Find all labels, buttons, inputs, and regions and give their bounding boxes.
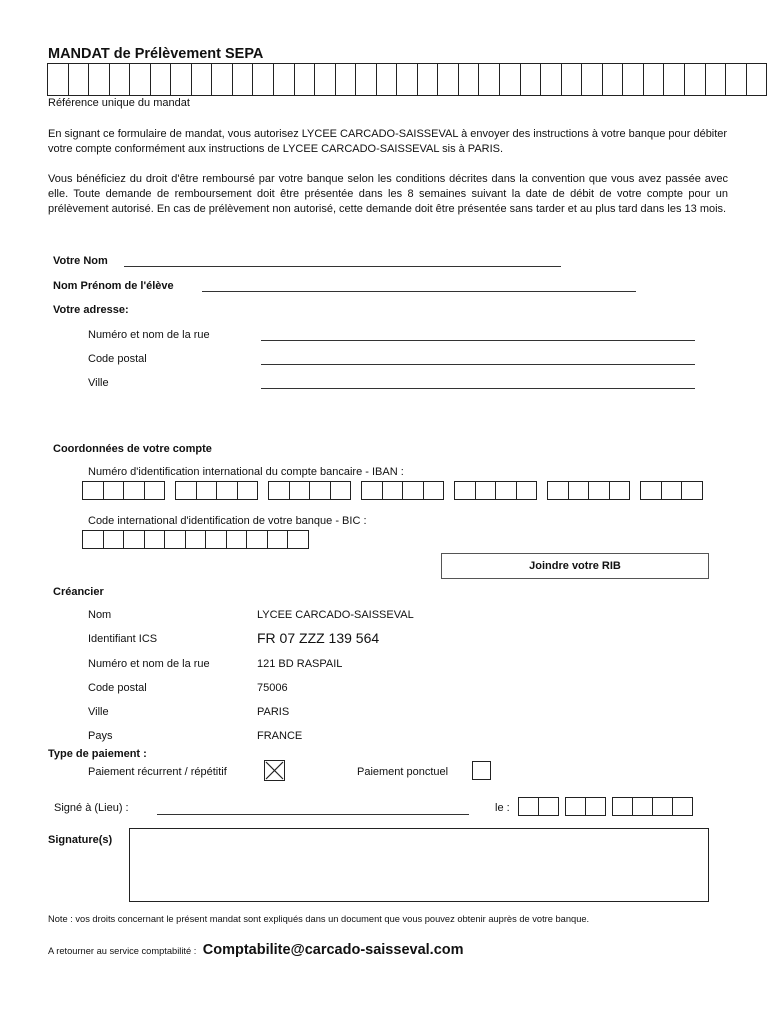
creditor-postal-label: Code postal bbox=[88, 682, 147, 694]
single-payment-checkbox[interactable] bbox=[472, 761, 491, 780]
creditor-city-value: PARIS bbox=[257, 706, 290, 718]
creditor-postal-value: 75006 bbox=[257, 682, 288, 694]
recurrent-payment-checkbox[interactable] bbox=[264, 760, 285, 781]
creditor-street-value: 121 BD RASPAIL bbox=[257, 658, 343, 670]
return-label: A retourner au service comptabilité : bbox=[48, 946, 197, 956]
account-section-label: Coordonnées de votre compte bbox=[53, 443, 212, 455]
recurrent-payment-label: Paiement récurrent / répétitif bbox=[88, 766, 227, 778]
debtor-street-field[interactable] bbox=[261, 340, 695, 341]
date-input-grid[interactable] bbox=[518, 797, 693, 816]
debtor-address-label: Votre adresse: bbox=[53, 304, 129, 316]
debtor-street-label: Numéro et nom de la rue bbox=[88, 329, 210, 341]
creditor-section-label: Créancier bbox=[53, 586, 104, 598]
signature-label: Signature(s) bbox=[48, 834, 113, 846]
creditor-ics-value: FR 07 ZZZ 139 564 bbox=[257, 630, 380, 646]
student-name-field[interactable] bbox=[202, 291, 636, 292]
debtor-postal-field[interactable] bbox=[261, 364, 695, 365]
single-payment-label: Paiement ponctuel bbox=[357, 766, 449, 778]
reference-input-grid[interactable] bbox=[47, 63, 767, 96]
creditor-street-label: Numéro et nom de la rue bbox=[88, 658, 210, 670]
rights-note: Note : vos droits concernant le présent mandat sont expliqués dans un document que vous pouvez obtenir auprès de votre banque. bbox=[48, 914, 590, 924]
return-line bbox=[48, 941, 464, 959]
bic-input-grid[interactable] bbox=[82, 530, 309, 549]
debtor-city-label: Ville bbox=[88, 377, 109, 389]
intro-paragraph-2: Vous bénéficiez du droit d'être remboursé par votre banque selon les conditions décrites dans la convention que vous avez passée avec elle. Toute demande de remboursement doit être présentée dans les 8 semaines suivant la date de débit de votre compte pour un prélèvement autorisé. En cas de prélèvement non autorisé, cette demande doit être présentée sans tarder et au plus tard dans les 13 mois. bbox=[48, 173, 728, 215]
reference-label: Référence unique du mandat bbox=[48, 97, 190, 109]
signed-place-label: Signé à (Lieu) : bbox=[54, 802, 129, 814]
debtor-name-field[interactable] bbox=[124, 266, 561, 267]
intro-paragraph-1: En signant ce formulaire de mandat, vous autorisez LYCEE CARCADO-SAISSEVAL à envoyer des instructions à votre banque pour débiter votre compte conformément aux instructions de LYCEE CARCADO-SAISSEVAL sis à PARIS. bbox=[48, 128, 728, 155]
payment-type-label: Type de paiement : bbox=[48, 748, 147, 760]
iban-input-grid[interactable] bbox=[82, 481, 703, 500]
creditor-city-label: Ville bbox=[88, 706, 109, 718]
debtor-name-label: Votre Nom bbox=[53, 255, 108, 267]
creditor-ics-label: Identifiant ICS bbox=[88, 633, 158, 645]
attach-rib-box: Joindre votre RIB bbox=[441, 553, 709, 579]
debtor-postal-label: Code postal bbox=[88, 353, 147, 365]
debtor-city-field[interactable] bbox=[261, 388, 695, 389]
creditor-country-label: Pays bbox=[88, 730, 113, 742]
iban-label: Numéro d'identification international du compte bancaire - IBAN : bbox=[88, 466, 404, 478]
page-title: MANDAT de Prélèvement SEPA bbox=[48, 46, 264, 62]
bic-label: Code international d'identification de votre banque - BIC : bbox=[88, 515, 367, 527]
student-name-label: Nom Prénom de l'élève bbox=[53, 280, 174, 292]
checked-x-icon bbox=[265, 761, 284, 780]
creditor-name-value: LYCEE CARCADO-SAISSEVAL bbox=[257, 609, 414, 621]
creditor-country-value: FRANCE bbox=[257, 730, 303, 742]
return-email: Comptabilite@carcado-saisseval.com bbox=[202, 942, 464, 958]
signed-place-field[interactable] bbox=[157, 814, 469, 815]
creditor-name-label: Nom bbox=[88, 609, 112, 621]
date-label: le : bbox=[495, 802, 510, 814]
signature-box[interactable] bbox=[129, 828, 709, 902]
